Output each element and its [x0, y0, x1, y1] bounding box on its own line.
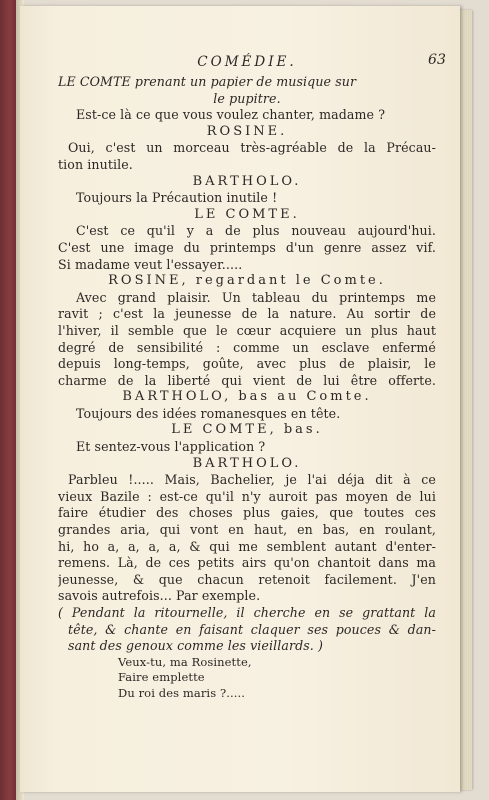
dialogue-line: hi, ho a, a, a, a, & qui me semblent autant d'enter-: [58, 538, 436, 554]
page-text: [58, 52, 446, 701]
dialogue-line: savois autrefois... Par exemple.: [58, 588, 261, 604]
dialogue-line: Et sentez-vous l'application ?: [76, 439, 266, 455]
song-verse: Faire emplette: [118, 670, 205, 685]
dialogue-line: remens. Là, de ces petits airs qu'on chantoit dans ma: [58, 555, 436, 571]
dialogue-line: C'est une image du printemps d'un genre assez vif.: [58, 239, 436, 255]
dialogue-line: charme de la liberté qui vient de lui être offerte.: [58, 372, 436, 388]
dialogue-line: Toujours des idées romanesques en tête.: [76, 405, 341, 421]
dialogue-line: Avec grand plaisir. Un tableau du printemps me: [76, 289, 436, 305]
speaker-name: LE COMTE.: [194, 206, 300, 222]
dialogue-line: degré de sensibilité : comme un esclave enfermé: [58, 339, 436, 355]
dialogue-line: C'est ce qu'il y a de plus nouveau aujourd'hui.: [76, 223, 436, 239]
page-number: 63: [427, 52, 446, 68]
dialogue-line: ravit ; c'est la jeunesse de la nature. Au sortir de: [58, 306, 436, 322]
dialogue-line: l'hiver, il semble que le cœur acquiere un plus haut: [58, 322, 436, 338]
dialogue-line: Oui, c'est un morceau très-agréable de la Précau-: [68, 140, 436, 156]
stage-direction: ( Pendant la ritournelle, il cherche en se grattant la: [58, 605, 436, 620]
dialogue-line: vieux Bazile : est-ce qu'il n'y auroit pas moyen de lui: [58, 488, 436, 504]
song-verse: Veux-tu, ma Rosinette,: [118, 654, 252, 669]
stage-direction: tête, & chante en faisant claquer ses pouces & dan-: [68, 621, 436, 637]
page-edges: [458, 10, 472, 790]
dialogue-line: grandes aria, qui vont en haut, en bas, en roulant,: [58, 522, 436, 538]
dialogue-line: depuis long-temps, goûte, avec plus de plaisir, le: [58, 356, 436, 372]
speaker-name: LE COMTE, bas.: [171, 422, 323, 438]
dialogue-line: Toujours la Précaution inutile !: [76, 190, 278, 206]
song-verse: Du roi des maris ?.....: [118, 685, 245, 700]
speaker-name: BARTHOLO.: [192, 173, 302, 189]
dialogue-line: Si madame veut l'essayer.....: [58, 256, 243, 272]
speaker-name: BARTHOLO.: [192, 455, 302, 471]
speaker-name: BARTHOLO, bas au Comte.: [122, 389, 372, 405]
speaker-name: ROSINE.: [206, 123, 288, 139]
running-title: COMÉDIE.: [197, 54, 297, 70]
dialogue-line: faire étudier des choses plus gaies, que toutes ces: [58, 505, 436, 521]
dialogue-line: Est-ce là ce que vous voulez chanter, madame ?: [76, 107, 386, 123]
dialogue-line: jeunesse, & que chacun retenoit facilement. J'en: [58, 571, 436, 587]
dialogue-line: tion inutile.: [58, 156, 133, 172]
stage-direction: LE COMTE prenant un papier de musique sur: [58, 74, 357, 89]
stage-direction: sant des genoux comme les vieillards. ): [68, 638, 324, 654]
stage-direction: le pupitre.: [213, 90, 281, 106]
speaker-name: ROSINE, regardant le Comte.: [108, 273, 386, 289]
running-header: [58, 52, 446, 74]
dialogue-line: Parbleu !..... Mais, Bachelier, je l'ai déja dit à ce: [68, 472, 436, 488]
